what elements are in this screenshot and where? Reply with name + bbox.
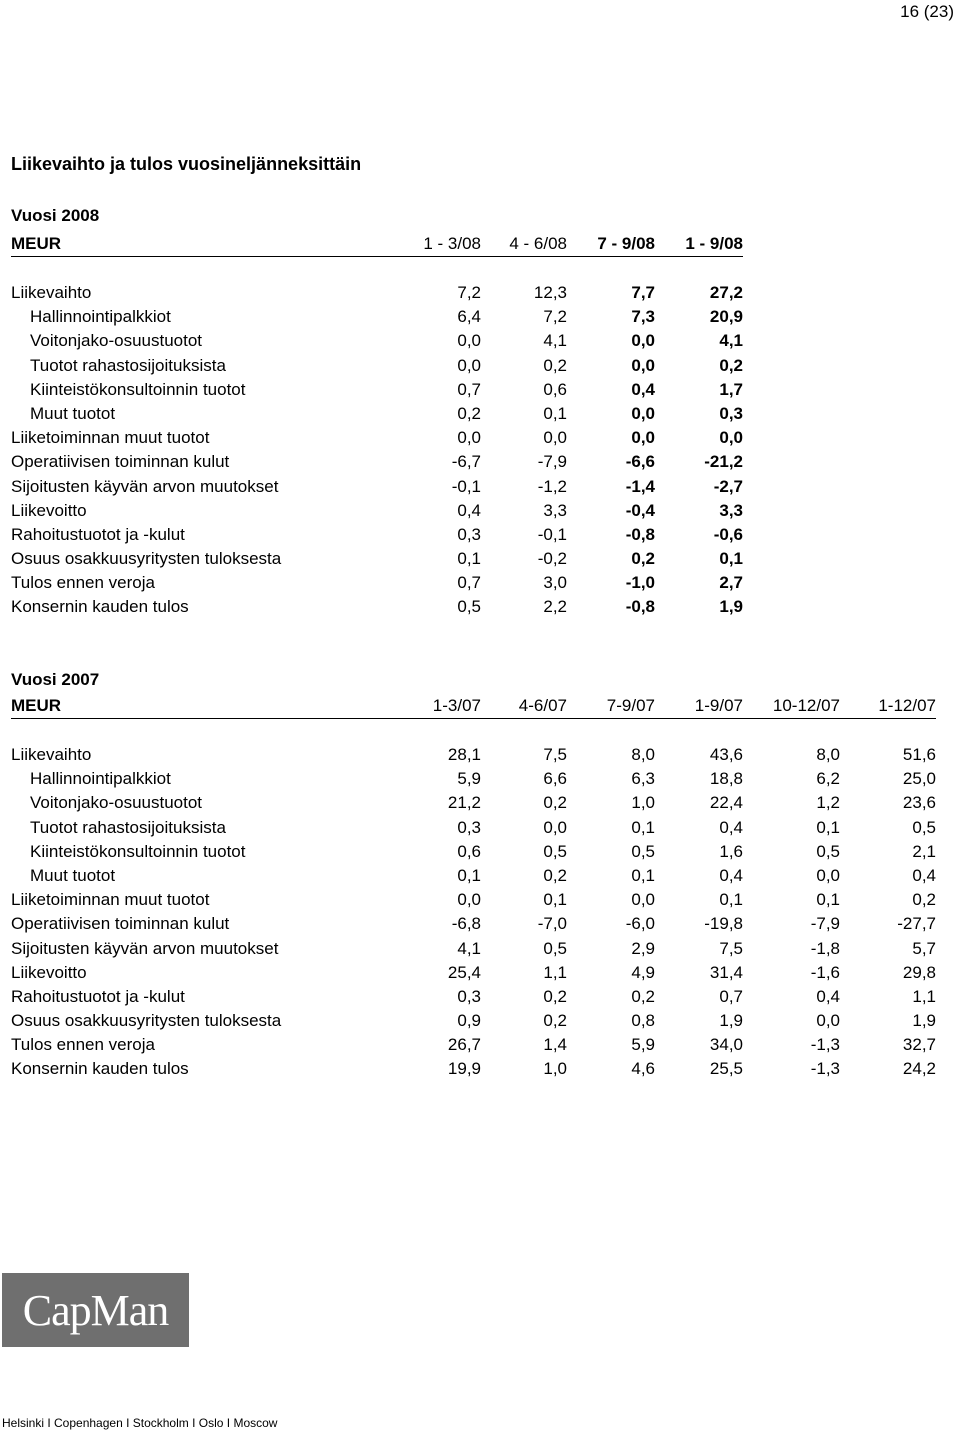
table-cell: 4,6 (631, 1059, 655, 1079)
row-label: Rahoitustuotot ja -kulut (11, 524, 185, 544)
row-label: Rahoitustuotot ja -kulut (11, 986, 185, 1006)
table-cell: 0,8 (631, 1011, 655, 1031)
table-cell: 29,8 (902, 962, 936, 982)
table-cell: 0,1 (457, 865, 481, 885)
table-row (11, 888, 936, 912)
page-number: 16 (23) (900, 2, 954, 21)
table-cell: 0,2 (719, 355, 743, 375)
section-title-2008: Vuosi 2008 (11, 206, 100, 225)
row-label: Voitonjako-osuustuotot (30, 331, 203, 351)
table-row (11, 378, 743, 402)
table-row (11, 937, 936, 961)
table-cell: -0,8 (625, 524, 655, 544)
table-body-2008 (11, 281, 743, 620)
table-row (11, 426, 743, 450)
table-cell: -7,9 (537, 452, 567, 472)
table-cell: 7,2 (457, 283, 481, 302)
table-body-2007 (11, 743, 936, 1082)
column-header: 1-12/07 (878, 696, 936, 715)
row-label: Sijoitusten käyvän arvon muutokset (11, 476, 279, 496)
column-header: 1 - 3/08 (423, 234, 481, 253)
table-cell: 0,2 (543, 355, 567, 375)
table-cell: 0,2 (631, 549, 655, 569)
table-cell: 0,4 (719, 817, 743, 837)
table-cell: 0,6 (543, 379, 567, 399)
table-cell: 0,1 (543, 890, 567, 910)
table-cell: -19,8 (704, 914, 743, 934)
table-cell: -7,0 (537, 914, 567, 934)
table-cell: 6,3 (631, 769, 655, 789)
table-row (11, 816, 936, 840)
table-cell: 0,1 (719, 549, 743, 569)
table-cell: -1,2 (537, 476, 567, 496)
table-cell: 1,9 (719, 597, 743, 617)
logo-text: CapMan (22, 1285, 169, 1335)
table-row (11, 450, 743, 474)
table-cell: 0,0 (719, 428, 743, 448)
table-row (11, 523, 743, 547)
table-cell: 0,1 (631, 865, 655, 885)
table-cell: 25,5 (709, 1059, 743, 1079)
row-label: Muut tuotot (30, 865, 116, 885)
table-row (11, 1009, 936, 1033)
table-cell: 18,8 (709, 769, 743, 789)
table-cell: 6,6 (543, 769, 567, 789)
table-cell: 0,4 (719, 865, 743, 885)
row-label: Hallinnointipalkkiot (30, 769, 171, 789)
table-cell: 1,1 (912, 986, 936, 1006)
row-label: Tuotot rahastosijoituksista (30, 355, 226, 375)
table-header-2007 (11, 694, 936, 719)
table-cell: -6,0 (625, 914, 655, 934)
table-cell: 0,4 (912, 865, 936, 885)
table-cell: -27,7 (897, 914, 936, 934)
table-row (11, 281, 743, 305)
table-cell: 2,7 (719, 573, 743, 593)
table-cell: 7,3 (631, 307, 655, 327)
row-label: Liiketoiminnan muut tuotot (11, 428, 210, 448)
table-row (11, 791, 936, 815)
table-cell: 0,1 (631, 817, 655, 837)
row-label: Konsernin kauden tulos (11, 1059, 189, 1079)
table-cell: 7,5 (543, 745, 567, 764)
table-cell: -0,2 (537, 549, 567, 569)
table-cell: 0,0 (457, 331, 481, 351)
table-cell: -1,4 (625, 476, 655, 496)
table-cell: 0,5 (457, 597, 481, 617)
table-row (11, 475, 743, 499)
table-cell: -0,6 (713, 524, 743, 544)
table-cell: -6,7 (451, 452, 481, 472)
table-cell: 8,0 (816, 745, 840, 764)
table-cell: -0,1 (451, 476, 481, 496)
table-row (11, 1033, 936, 1057)
row-label: Hallinnointipalkkiot (30, 307, 171, 327)
table-cell: 1,9 (912, 1011, 936, 1031)
table-row (11, 547, 743, 571)
table-cell: 4,1 (543, 331, 567, 351)
table-cell: 7,7 (631, 283, 655, 302)
table-cell: 0,3 (719, 403, 743, 423)
table-cell: 0,1 (543, 403, 567, 423)
table-cell: 0,0 (631, 331, 655, 351)
table-row (11, 864, 936, 888)
table-cell: 27,2 (709, 283, 743, 302)
table-cell: 1,6 (719, 841, 743, 861)
column-header: 10-12/07 (772, 696, 840, 715)
page-title: Liikevaihto ja tulos vuosineljänneksittäin (11, 154, 362, 174)
table-cell: 7,2 (543, 307, 567, 327)
table-cell: 43,6 (709, 745, 743, 764)
row-label: Sijoitusten käyvän arvon muutokset (11, 938, 279, 958)
footer-locations: Helsinki I Copenhagen I Stockholm I Oslo I Moscow (2, 1416, 278, 1430)
table-cell: 1,4 (543, 1035, 567, 1055)
row-label: Tulos ennen veroja (11, 1035, 155, 1055)
table-cell: 0,2 (543, 865, 567, 885)
table-cell: 0,4 (631, 379, 655, 399)
row-label: Tuotot rahastosijoituksista (30, 817, 226, 837)
row-label: Liikevoitto (11, 962, 87, 982)
table-cell: -0,1 (537, 524, 567, 544)
table-cell: 4,1 (457, 938, 481, 958)
row-label: Kiinteistökonsultoinnin tuotot (30, 841, 246, 861)
table-cell: 0,4 (816, 986, 840, 1006)
table-cell: 0,9 (457, 1011, 481, 1031)
table-cell: 3,3 (719, 500, 743, 520)
table-cell: -1,8 (810, 938, 840, 958)
capman-logo (2, 1273, 189, 1347)
row-label: Operatiivisen toiminnan kulut (11, 452, 230, 472)
table-cell: -1,3 (810, 1059, 840, 1079)
table-cell: 1,0 (543, 1059, 567, 1079)
column-header: 7-9/07 (606, 696, 655, 715)
table-cell: 0,1 (719, 890, 743, 910)
table-cell: 1,9 (719, 1011, 743, 1031)
table-row (11, 329, 743, 353)
table-cell: 2,2 (543, 597, 567, 617)
table-cell: 5,9 (631, 1035, 655, 1055)
table-cell: 25,4 (447, 962, 481, 982)
table-cell: 34,0 (709, 1035, 743, 1055)
column-header: 4 - 6/08 (509, 234, 567, 253)
table-cell: 20,9 (709, 307, 743, 327)
table-cell: 0,1 (457, 549, 481, 569)
table-cell: 0,2 (912, 890, 936, 910)
row-label: Liiketoiminnan muut tuotot (11, 890, 210, 910)
unit-label: MEUR (11, 696, 62, 715)
table-cell: 0,0 (816, 1011, 840, 1031)
table-cell: 1,1 (543, 962, 567, 982)
table-cell: 0,1 (816, 817, 840, 837)
table-row (11, 985, 936, 1009)
table-cell: 26,7 (447, 1035, 481, 1055)
table-cell: 0,0 (543, 428, 567, 448)
table-header-2008 (11, 232, 743, 257)
table-row (11, 912, 936, 936)
table-cell: 8,0 (631, 745, 655, 764)
table-cell: -1,3 (810, 1035, 840, 1055)
row-label: Liikevaihto (11, 745, 92, 764)
table-cell: 0,2 (631, 986, 655, 1006)
table-cell: 23,6 (902, 793, 936, 813)
table-row (11, 402, 743, 426)
table-cell: 0,7 (457, 573, 481, 593)
table-cell: 0,0 (457, 890, 481, 910)
table-cell: 5,9 (457, 769, 481, 789)
table-cell: 21,2 (447, 793, 481, 813)
table-cell: -21,2 (704, 452, 743, 472)
table-row (11, 840, 936, 864)
table-cell: 12,3 (533, 283, 567, 302)
row-label: Operatiivisen toiminnan kulut (11, 914, 230, 934)
table-cell: 0,2 (457, 403, 481, 423)
table-cell: 0,0 (457, 355, 481, 375)
row-label: Voitonjako-osuustuotot (30, 793, 203, 813)
column-header: 1-9/07 (694, 696, 743, 715)
table-cell: 2,1 (912, 841, 936, 861)
table-cell: 6,4 (457, 307, 481, 327)
table-cell: 51,6 (902, 745, 936, 764)
table-row (11, 743, 936, 767)
table-cell: 22,4 (709, 793, 743, 813)
table-row (11, 354, 743, 378)
table-cell: -6,8 (451, 914, 481, 934)
table-cell: 0,2 (543, 986, 567, 1006)
table-row (11, 571, 743, 595)
column-header: 4-6/07 (518, 696, 567, 715)
table-cell: 1,2 (816, 793, 840, 813)
row-label: Osuus osakkuusyritysten tuloksesta (11, 549, 282, 569)
table-cell: 5,7 (912, 938, 936, 958)
table-cell: 2,9 (631, 938, 655, 958)
table-2008 (11, 232, 743, 620)
column-header: 1 - 9/08 (685, 234, 743, 253)
table-cell: 0,5 (816, 841, 840, 861)
table-cell: 1,7 (719, 379, 743, 399)
table-cell: -2,7 (713, 476, 743, 496)
table-cell: 0,0 (631, 890, 655, 910)
table-cell: -0,4 (625, 500, 655, 520)
table-cell: 0,3 (457, 524, 481, 544)
table-cell: 31,4 (709, 962, 743, 982)
table-row (11, 767, 936, 791)
table-cell: -6,6 (625, 452, 655, 472)
table-cell: 4,9 (631, 962, 655, 982)
table-row (11, 595, 743, 619)
table-cell: 28,1 (447, 745, 481, 764)
table-cell: 32,7 (902, 1035, 936, 1055)
table-cell: 0,2 (543, 1011, 567, 1031)
table-cell: 1,0 (631, 793, 655, 813)
row-label: Muut tuotot (30, 403, 116, 423)
table-cell: 4,1 (719, 331, 743, 351)
table-cell: 0,5 (543, 938, 567, 958)
table-cell: 0,5 (543, 841, 567, 861)
table-row (11, 305, 743, 329)
table-cell: 0,0 (631, 428, 655, 448)
table-2007 (11, 694, 936, 1082)
table-cell: -1,0 (625, 573, 655, 593)
table-cell: 0,0 (631, 355, 655, 375)
section-title-2007: Vuosi 2007 (11, 670, 100, 689)
column-header: 1-3/07 (432, 696, 481, 715)
table-cell: 0,2 (543, 793, 567, 813)
table-cell: -0,8 (625, 597, 655, 617)
table-cell: 0,7 (457, 379, 481, 399)
table-cell: 25,0 (902, 769, 936, 789)
row-label: Kiinteistökonsultoinnin tuotot (30, 379, 246, 399)
table-cell: 3,0 (543, 573, 567, 593)
table-cell: 7,5 (719, 938, 743, 958)
row-label: Osuus osakkuusyritysten tuloksesta (11, 1011, 282, 1031)
table-row (11, 961, 936, 985)
table-cell: 0,3 (457, 986, 481, 1006)
row-label: Liikevoitto (11, 500, 87, 520)
table-cell: 0,5 (912, 817, 936, 837)
unit-label: MEUR (11, 234, 62, 253)
table-cell: 0,0 (631, 403, 655, 423)
table-cell: 0,0 (543, 817, 567, 837)
table-cell: 3,3 (543, 500, 567, 520)
table-cell: 0,0 (457, 428, 481, 448)
table-cell: 0,0 (816, 865, 840, 885)
table-cell: 19,9 (447, 1059, 481, 1079)
table-row (11, 499, 743, 523)
row-label: Tulos ennen veroja (11, 573, 155, 593)
table-cell: 6,2 (816, 769, 840, 789)
row-label: Konsernin kauden tulos (11, 597, 189, 617)
column-header: 7 - 9/08 (597, 234, 655, 253)
table-cell: 24,2 (902, 1059, 936, 1079)
table-cell: 0,7 (719, 986, 743, 1006)
table-cell: 0,1 (816, 890, 840, 910)
table-cell: 0,4 (457, 500, 481, 520)
table-row (11, 1057, 936, 1081)
table-cell: -1,6 (810, 962, 840, 982)
table-cell: 0,6 (457, 841, 481, 861)
table-cell: 0,3 (457, 817, 481, 837)
table-cell: -7,9 (810, 914, 840, 934)
row-label: Liikevaihto (11, 283, 92, 302)
table-cell: 0,5 (631, 841, 655, 861)
